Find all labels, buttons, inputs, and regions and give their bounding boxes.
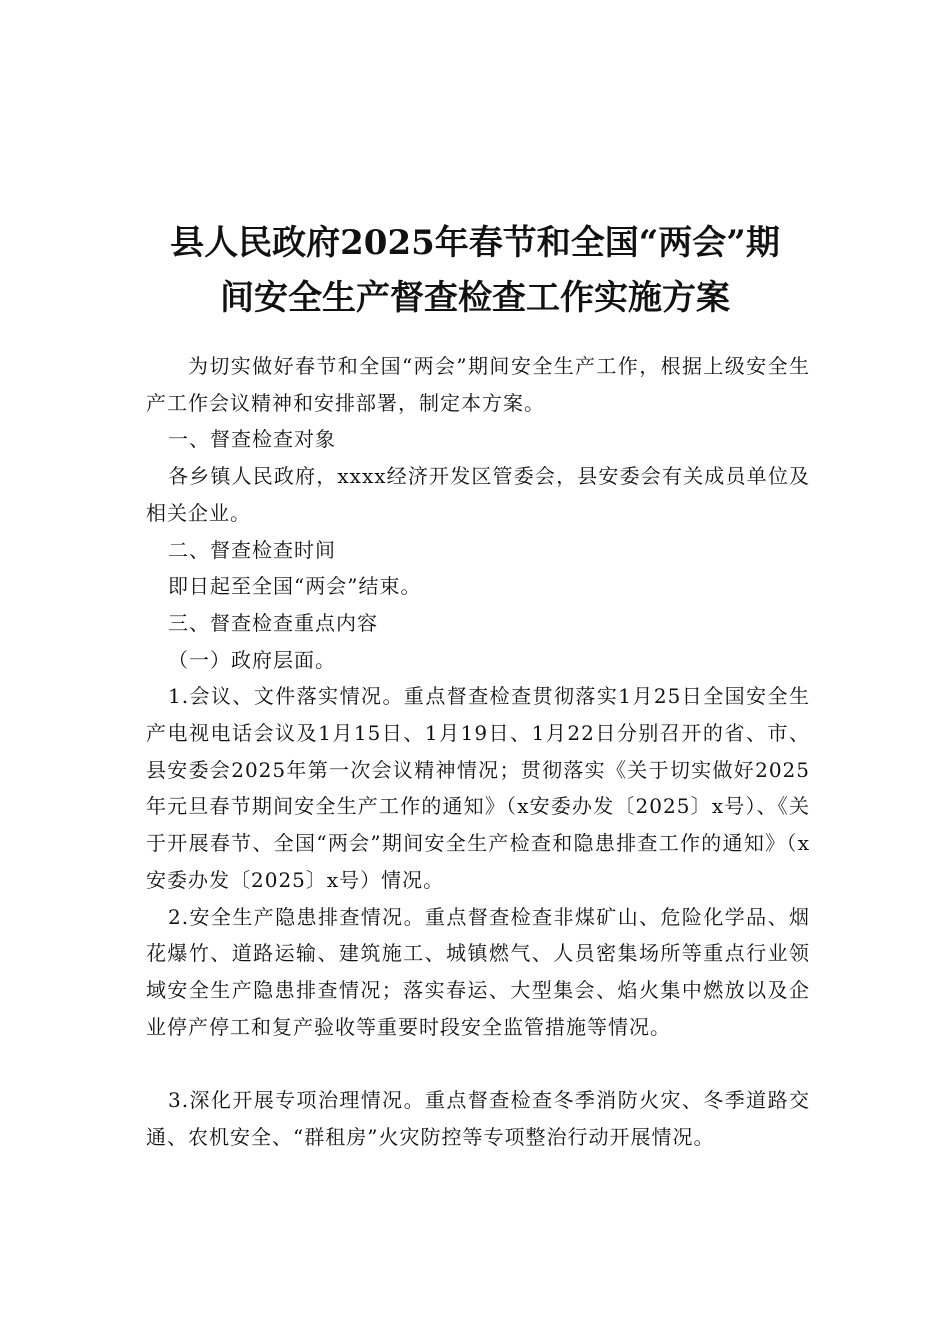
intro-paragraph: 为切实做好春节和全国“两会”期间安全生产工作，根据上级安全生产工作会议精神和安排部署，制定本方案。 — [146, 354, 810, 415]
body-paragraph: 3.深化开展专项治理情况。重点督查检查冬季消防火灾、冬季道路交通、农机安全、“群租房”火灾防控等专项整治行动开展情况。 — [146, 1088, 810, 1149]
body-paragraph: 各乡镇人民政府，xxxx经济开发区管委会，县安委会有关成员单位及相关企业。 — [146, 464, 810, 525]
title-line-1: 县人民政府2025年春节和全国“两会”期 — [170, 223, 780, 263]
paragraph-spacer — [146, 1045, 810, 1082]
document-title — [120, 216, 830, 326]
body-paragraph: 即日起至全国“两会”结束。 — [168, 574, 422, 599]
section-heading-3: 三、督查检查重点内容 — [168, 610, 378, 635]
document-body — [146, 348, 810, 1155]
section-heading-1: 一、督查检查对象 — [168, 427, 336, 452]
section-heading-2: 二、督查检查时间 — [168, 537, 336, 562]
title-line-2: 间安全生产督查检查工作实施方案 — [220, 278, 730, 318]
body-paragraph: 2.安全生产隐患排查情况。重点督查检查非煤矿山、危险化学品、烟花爆竹、道路运输、建筑施工、城镇燃气、人员密集场所等重点行业领域安全生产隐患排查情况；落实春运、大型集会、焰火集中燃放以及企业停产停工和复产验收等重要时段安全监管措施等情况。 — [146, 904, 810, 1039]
body-paragraph: 1.会议、文件落实情况。重点督查检查贯彻落实1月25日全国安全生产电视电话会议及1月15日、1月19日、1月22日分别召开的省、市、县安委会2025年第一次会议精神情况；贯彻落实《关于切实做好2025年元旦春节期间安全生产工作的通知》（x安委办发〔2025〕x号）、《关于开展春节、全国“两会”期间安全生产检查和隐患排查工作的通知》（x安委办发〔2025〕x号）情况。 — [146, 684, 810, 892]
subsection-heading: （一）政府层面。 — [168, 647, 336, 672]
